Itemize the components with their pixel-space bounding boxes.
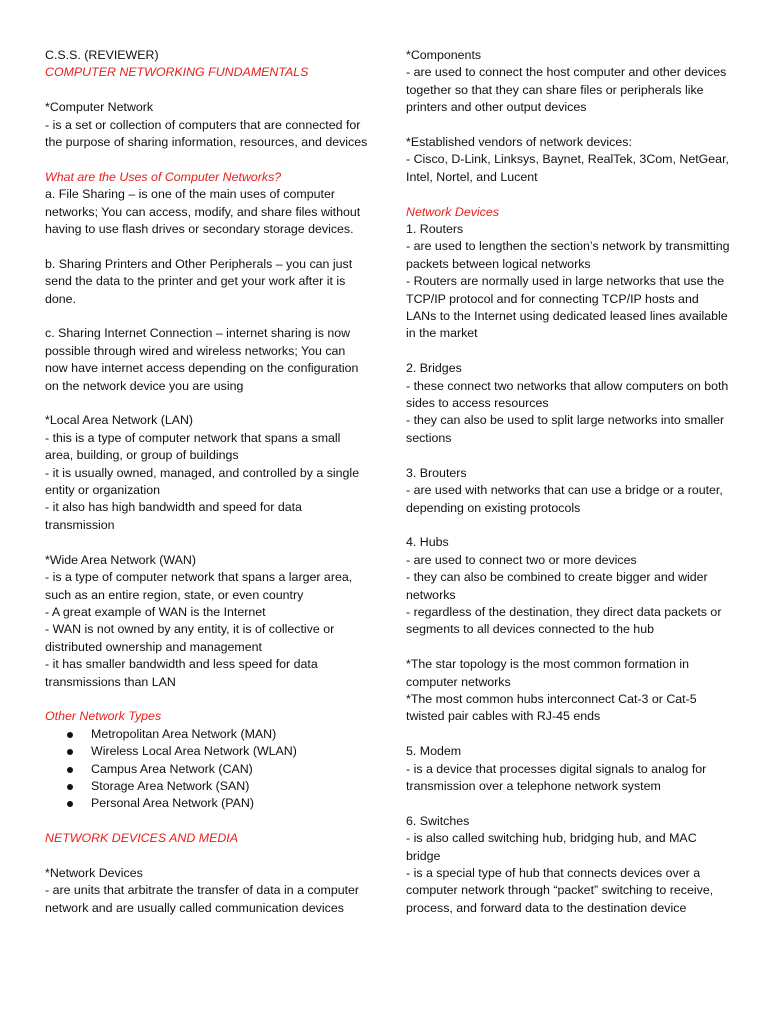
lan-line: - it also has high bandwidth and speed for data transmission (45, 500, 302, 532)
bridges-line: - they can also be used to split large networks into smaller sections (406, 413, 725, 445)
hubs-line: - are used to connect two or more devices (406, 552, 637, 567)
vendors-heading: *Established vendors of network devices: (406, 135, 632, 150)
brouters-heading: 3. Brouters (406, 465, 467, 480)
uses-sharing-internet: c. Sharing Internet Connection – internet sharing is now possible through wired and wireless networks; You can now have internet access depending on the configuration on the network device you are using (45, 326, 359, 393)
lan-heading: *Local Area Network (LAN) (45, 413, 194, 428)
modem-line: - is a device that processes digital signals to analog for transmission over a telephone network system (406, 761, 707, 793)
hubs-line: - regardless of the destination, they direct data packets or segments to all devices connected to the hub (406, 604, 722, 637)
wan-line: - is a type of computer network that spans a larger area, such as an entire region, state, or even country (45, 570, 353, 602)
hubs-heading: 4. Hubs (406, 535, 449, 550)
uses-sharing-printers: b. Sharing Printers and Other Peripherals – you can just send the data to the printer and get your work after it is done. (45, 256, 353, 306)
components-heading: *Components (406, 48, 482, 62)
document-title: C.S.S. (REVIEWER) (45, 48, 159, 62)
list-item: Metropolitan Area Network (MAN) (67, 726, 370, 743)
routers-line: - are used to lengthen the section’s network by transmitting packets between logical networks (406, 239, 730, 271)
wan-line: - it has smaller bandwidth and less speed for data transmissions than LAN (45, 657, 318, 689)
lan-line: - it is usually owned, managed, and controlled by a single entity or organization (45, 465, 360, 498)
left-column (45, 47, 370, 917)
list-item: Personal Area Network (PAN) (67, 795, 370, 812)
list-item: Wireless Local Area Network (WLAN) (67, 743, 370, 760)
lan-line: - this is a type of computer network that spans a small area, building, or group of buildings (45, 430, 341, 463)
right-column (406, 47, 731, 917)
switches-heading: 6. Switches (406, 813, 470, 828)
routers-heading: 1. Routers (406, 222, 464, 237)
devices-media-heading: NETWORK DEVICES AND MEDIA (45, 831, 238, 846)
hubs-line: - they can also be combined to create bigger and wider networks (406, 570, 708, 602)
routers-line: - Routers are normally used in large networks that use the TCP/IP protocol and for connecting TCP/IP hosts and LANs to the Internet using dedicated leased lines available in the market (406, 274, 728, 341)
hub-cable-note: *The most common hubs interconnect Cat-3 or Cat-5 twisted pair cables with RJ-45 ends (406, 691, 697, 724)
other-network-types-list (45, 726, 370, 813)
wan-heading: *Wide Area Network (WAN) (45, 552, 197, 567)
bridges-heading: 2. Bridges (406, 361, 462, 376)
vendors-text: - Cisco, D-Link, Linksys, Baynet, RealTek, 3Com, NetGear, Intel, Nortel, and Lucent (406, 152, 729, 184)
other-network-types-heading: Other Network Types (45, 709, 162, 724)
modem-heading: 5. Modem (406, 744, 462, 759)
computer-network-heading: *Computer Network (45, 100, 154, 115)
uses-file-sharing: a. File Sharing – is one of the main uses of computer networks; You can access, modify, and share files without having to use flash drives or secondary storage devices. (45, 187, 361, 237)
components-text: - are used to connect the host computer and other devices together so that they can share files or peripherals like printers and other output devices (406, 65, 727, 115)
bridges-line: - these connect two networks that allow computers on both sides to access resources (406, 378, 729, 411)
document-subtitle: COMPUTER NETWORKING FUNDAMENTALS (45, 65, 309, 80)
computer-network-text: - is a set or collection of computers that are connected for the purpose of sharing information, resources, and devices (45, 117, 368, 150)
network-devices-text: - are units that arbitrate the transfer of data in a computer network and are usually called communication devices (45, 883, 360, 915)
uses-heading: What are the Uses of Computer Networks? (45, 169, 282, 184)
list-item: Storage Area Network (SAN) (67, 778, 370, 795)
star-topology-note: *The star topology is the most common formation in computer networks (406, 657, 690, 689)
switches-line: - is also called switching hub, bridging hub, and MAC bridge (406, 831, 697, 863)
wan-line: - WAN is not owned by any entity, it is of collective or distributed ownership and management (45, 622, 335, 654)
wan-line: - A great example of WAN is the Internet (45, 604, 266, 619)
list-item: Campus Area Network (CAN) (67, 761, 370, 778)
network-devices-heading: *Network Devices (45, 865, 143, 880)
network-devices-section-heading: Network Devices (406, 204, 499, 219)
brouters-line: - are used with networks that can use a bridge or a router, depending on existing protocols (406, 483, 723, 515)
switches-line: - is a special type of hub that connects devices over a computer network through “packet” switching to receive, process, and forward data to the destination device (406, 865, 714, 915)
